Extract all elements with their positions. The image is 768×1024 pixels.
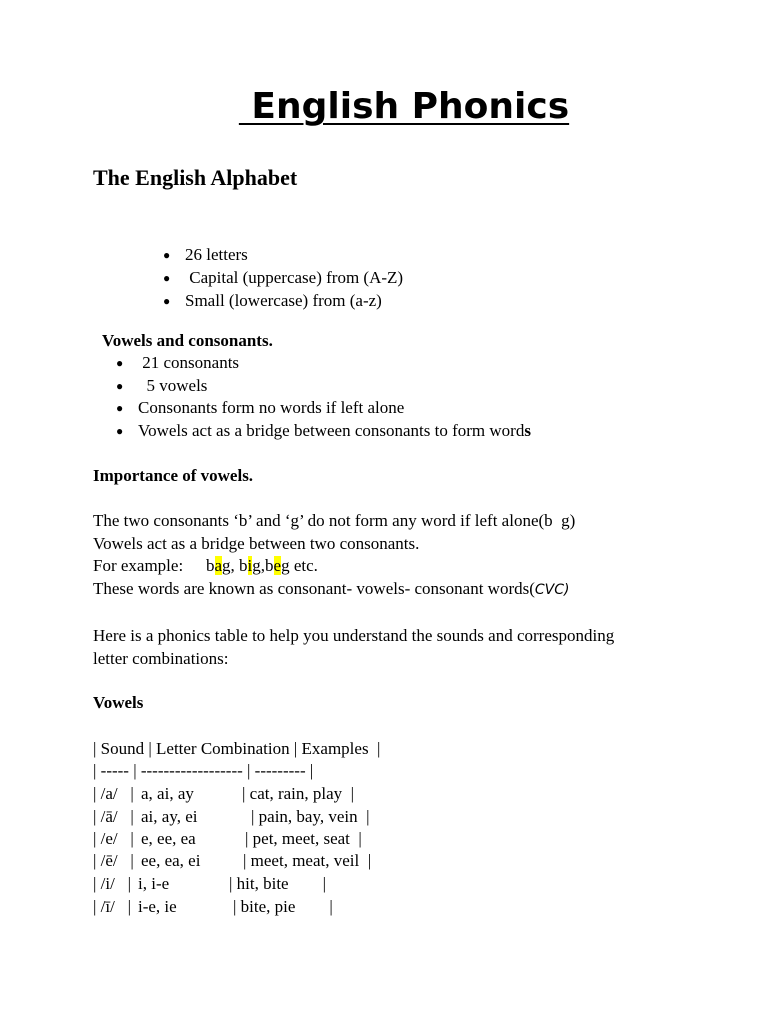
page-title: English Phonics <box>238 86 570 127</box>
letters-cell: ai, ay, ei <box>141 807 198 826</box>
example-words <box>206 556 318 576</box>
intro-line-1: Here is a phonics table to help you understand the sounds and corresponding <box>93 626 615 645</box>
highlighted-vowel: a <box>214 556 223 575</box>
vc-bullet-3: Consonants form no words if left alone <box>138 398 405 417</box>
letters-cell: ee, ea, ei <box>141 851 201 870</box>
sound-cell: | /ē/ | <box>93 851 134 870</box>
vc-bullet-4-tail: s <box>524 421 531 440</box>
table-separator: | ----- | ------------------ | --------- | <box>93 761 314 780</box>
highlighted-vowel: e <box>273 556 282 575</box>
vc-bullet-2: 5 vowels <box>138 376 208 395</box>
bullet-icon: ● <box>116 401 124 415</box>
importance-heading: Importance of vowels. <box>93 466 254 485</box>
alphabet-heading: The English Alphabet <box>93 165 298 190</box>
cvc-label: CVC) <box>534 582 570 598</box>
letters-cell: i-e, ie <box>138 897 177 916</box>
table-row <box>93 897 333 997</box>
examples-cell: | meet, meat, veil | <box>243 851 372 870</box>
examples-cell: | bite, pie | <box>233 897 333 916</box>
importance-line-4-text: These words are known as consonant- vowels- consonant words( <box>93 579 535 598</box>
letters-cell: i, i-e <box>138 874 170 893</box>
bullet-icon: ● <box>116 424 124 438</box>
sound-cell: | /ā/ | <box>93 807 134 826</box>
examples-cell: | pain, bay, vein | <box>251 807 370 826</box>
importance-line-2: Vowels act as a bridge between two consonants. <box>93 534 420 553</box>
sound-cell: | /e/ | <box>93 829 134 848</box>
examples-cell: | hit, bite | <box>229 874 326 893</box>
vowels-heading: Vowels <box>93 693 144 712</box>
vowels-consonants-heading: Vowels and consonants. <box>102 331 273 350</box>
letters-cell: e, ee, ea <box>141 829 196 848</box>
sound-cell: | /i/ | <box>93 874 131 893</box>
intro-line-2: letter combinations: <box>93 649 229 668</box>
bullet-icon: ● <box>116 356 124 370</box>
vc-bullet-1: 21 consonants <box>138 353 240 372</box>
letters-cell: a, ai, ay <box>141 784 194 803</box>
importance-line-4 <box>93 579 570 600</box>
bullet-icon: ● <box>163 294 171 308</box>
example-part: g etc. <box>281 556 318 575</box>
sound-cell: | /ī/ | <box>93 897 131 916</box>
table-header: | Sound | Letter Combination | Examples | <box>93 739 381 758</box>
example-part: g, b <box>222 556 248 575</box>
importance-line-1: The two consonants ‘b’ and ‘g’ do not form any word if left alone(b g) <box>93 511 576 530</box>
example-part: b <box>206 556 215 575</box>
example-label: For example: <box>93 556 184 575</box>
bullet-icon: ● <box>163 271 171 285</box>
highlighted-vowel: i <box>247 556 253 575</box>
alphabet-bullet-1: 26 letters <box>185 245 248 264</box>
example-part: g,b <box>252 556 274 575</box>
alphabet-bullet-3: Small (lowercase) from (a-z) <box>185 291 382 310</box>
examples-cell: | cat, rain, play | <box>242 784 355 803</box>
vc-bullet-4 <box>138 421 531 441</box>
bullet-icon: ● <box>163 248 171 262</box>
alphabet-bullet-2: Capital (uppercase) from (A-Z) <box>185 268 404 287</box>
bullet-icon: ● <box>116 379 124 393</box>
examples-cell: | pet, meet, seat | <box>245 829 362 848</box>
sound-cell: | /a/ | <box>93 784 134 803</box>
vc-bullet-4-text: Vowels act as a bridge between consonants to form word <box>138 421 525 440</box>
